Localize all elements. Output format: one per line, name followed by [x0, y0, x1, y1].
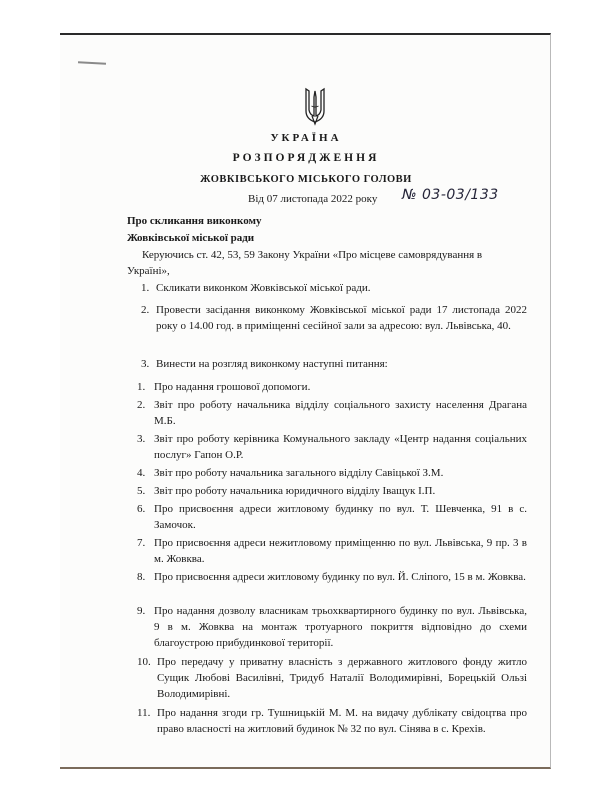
agenda-item	[137, 431, 527, 463]
agenda-item	[137, 465, 527, 481]
agenda-item-text: Про надання дозволу власникам трьохквартирного будинку по вул. Львівська, 9 в м. Жовква на монтаж тротуарного покриття відповідно до схеми благоустрою прибудинкової території.	[154, 605, 527, 649]
agenda-item-text: Про надання згоди гр. Тушницькій М. М. на видачу дублікату свідоцтва про право власності на житловий будинок № 32 по вул. Сінява в с. Крехів.	[157, 707, 527, 735]
subject-line-2: Жовківської міської ради	[127, 232, 255, 244]
main-item	[141, 280, 527, 296]
agenda-item-number: 4.	[137, 467, 146, 479]
agenda-item-number: 7.	[137, 537, 146, 549]
agenda-item-text: Звіт про роботу начальника юридичного відділу Іващук І.П.	[154, 485, 436, 497]
agenda-item-text: Звіт про роботу начальника відділу соціального захисту населення Драгана М.Б.	[154, 399, 527, 427]
agenda-item-text: Про присвоєння адреси житловому будинку по вул. Й. Сліпого, 15 в м. Жовква.	[154, 571, 526, 583]
agenda-item	[137, 501, 527, 533]
main-item-number: 1.	[141, 282, 150, 294]
preamble-paragraph: Керуючись ст. 42, 53, 59 Закону України «Про місцеве самоврядування в Україні»,	[127, 249, 483, 277]
agenda-item-number: 6.	[137, 503, 146, 515]
issuer-title: ЖОВКІВСЬКОГО МІСЬКОГО ГОЛОВИ	[200, 174, 412, 185]
agenda-item-number: 11.	[137, 707, 151, 719]
main-item-text: Провести засідання виконкому Жовківської міської ради 17 листопада 2022 року о 14.00 год. в приміщенні сесійної зали за адресою: вул. Львівська, 40.	[156, 304, 527, 332]
main-item-number: 2.	[141, 304, 150, 316]
subject-heading	[127, 213, 262, 247]
main-item	[141, 356, 527, 372]
agenda-item	[137, 379, 527, 395]
agenda-item	[137, 397, 527, 429]
agenda-item	[137, 705, 527, 737]
agenda-item-number: 1.	[137, 381, 146, 393]
date-line: Від 07 листопада 2022 року	[248, 193, 378, 205]
agenda-item-text: Звіт про роботу керівника Комунального закладу «Центр надання соціальних послуг» Гапон О.Р.	[154, 433, 527, 461]
agenda-item-number: 3.	[137, 433, 146, 445]
agenda-item-number: 2.	[137, 399, 146, 411]
agenda-item-text: Про присвоєння адреси нежитловому приміщенню по вул. Львівська, 9 пр. 3 в м. Жовква.	[154, 537, 527, 565]
agenda-item	[137, 535, 527, 567]
agenda-item-text: Звіт про роботу начальника загального відділу Савіцької З.М.	[154, 467, 444, 479]
agenda-item	[137, 569, 527, 585]
agenda-item-text: Про надання грошової допомоги.	[154, 381, 311, 393]
agenda-item	[137, 483, 527, 499]
agenda-item-text: Про передачу у приватну власність з державного житлового фонду житло Сущик Любові Василівні, Тридуб Наталії Володимирівні, Борецькій Ользі Володимирівні.	[157, 656, 527, 700]
main-item-number: 3.	[141, 358, 150, 370]
subject-line-1: Про скликання виконкому	[127, 215, 262, 227]
trident-emblem-icon	[303, 86, 327, 126]
main-item	[141, 302, 527, 334]
agenda-item-number: 8.	[137, 571, 146, 583]
agenda-item-number: 9.	[137, 605, 146, 617]
document-type-title: РОЗПОРЯДЖЕННЯ	[232, 152, 380, 164]
agenda-item-text: Про присвоєння адреси житловому будинку по вул. Т. Шевченка, 91 в с. Замочок.	[154, 503, 527, 531]
agenda-item	[137, 654, 527, 702]
handwritten-order-number: № 03-03/133	[402, 187, 499, 203]
agenda-item	[137, 603, 527, 651]
country-title: УКРАЇНА	[270, 132, 342, 144]
main-item-text: Скликати виконком Жовківської міської ради.	[156, 282, 371, 294]
main-item-text: Винести на розгляд виконкому наступні питання:	[156, 358, 388, 370]
agenda-item-number: 5.	[137, 485, 146, 497]
agenda-item-number: 10.	[137, 656, 151, 668]
